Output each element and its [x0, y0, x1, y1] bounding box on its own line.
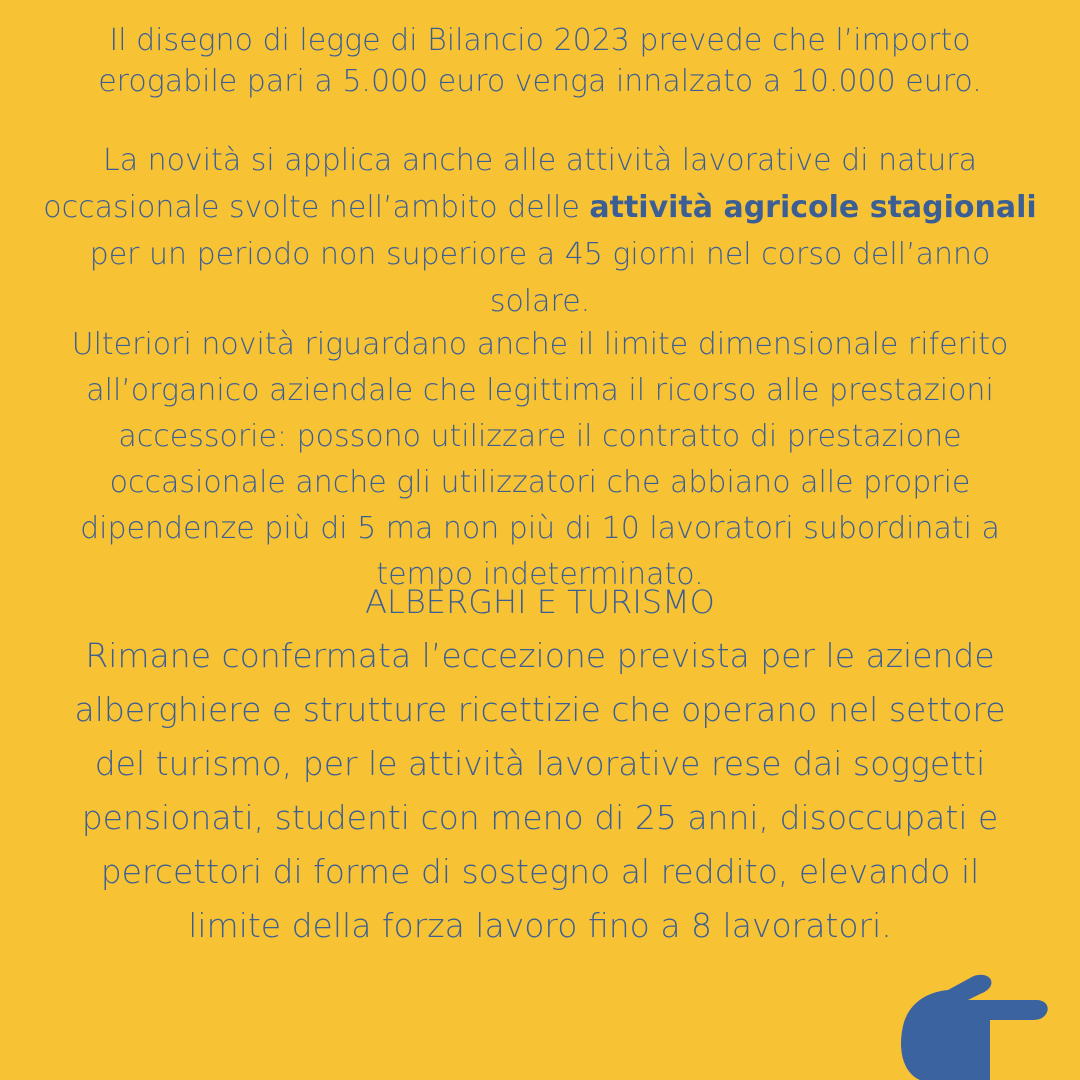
alberghi-line: percettori di forme di sostegno al reddito, elevando il [100, 852, 980, 891]
pointing-hand-icon [896, 968, 1050, 1080]
novita-line: solare. [489, 284, 591, 319]
novita-highlight: attività agricole stagionali [589, 190, 1037, 225]
alberghi-line: del turismo, per le attività lavorative rese dai soggetti [94, 744, 986, 783]
alberghi-line: alberghiere e strutture ricettizie che operano nel settore [74, 690, 1006, 729]
novita-line: per un periodo non superiore a 45 giorni nel corso dell’anno [89, 237, 991, 272]
ulteriori-line: dipendenze più di 5 ma non più di 10 lavoratori subordinati a [80, 511, 1000, 546]
novita-line [0, 184, 1080, 231]
novita-line: La novità si applica anche alle attività lavorative di natura [103, 143, 977, 178]
ulteriori-line: occasionale anche gli utilizzatori che abbiano alle proprie [109, 465, 971, 500]
ulteriori-line: all’organico aziendale che legittima il ricorso alle prestazioni [86, 373, 994, 408]
novita-line-text: occasionale svolte nell’ambito delle [43, 190, 590, 225]
intro-line: erogabile pari a 5.000 euro venga innalzato a 10.000 euro. [98, 64, 982, 99]
intro-line: Il disegno di legge di Bilancio 2023 prevede che l’importo [109, 23, 971, 58]
ulteriori-line: accessorie: possono utilizzare il contratto di prestazione [118, 419, 962, 454]
alberghi-line: Rimane confermata l’eccezione prevista per le aziende [85, 636, 995, 675]
alberghi-line: limite della forza lavoro fino a 8 lavoratori. [188, 906, 892, 945]
ulteriori-line: Ulteriori novità riguardano anche il limite dimensionale riferito [71, 327, 1009, 362]
alberghi-line: pensionati, studenti con meno di 25 anni, disoccupati e [81, 798, 999, 837]
ulteriori-line: tempo indeterminato. [376, 557, 704, 592]
section-heading: ALBERGHI E TURISMO [365, 583, 715, 621]
